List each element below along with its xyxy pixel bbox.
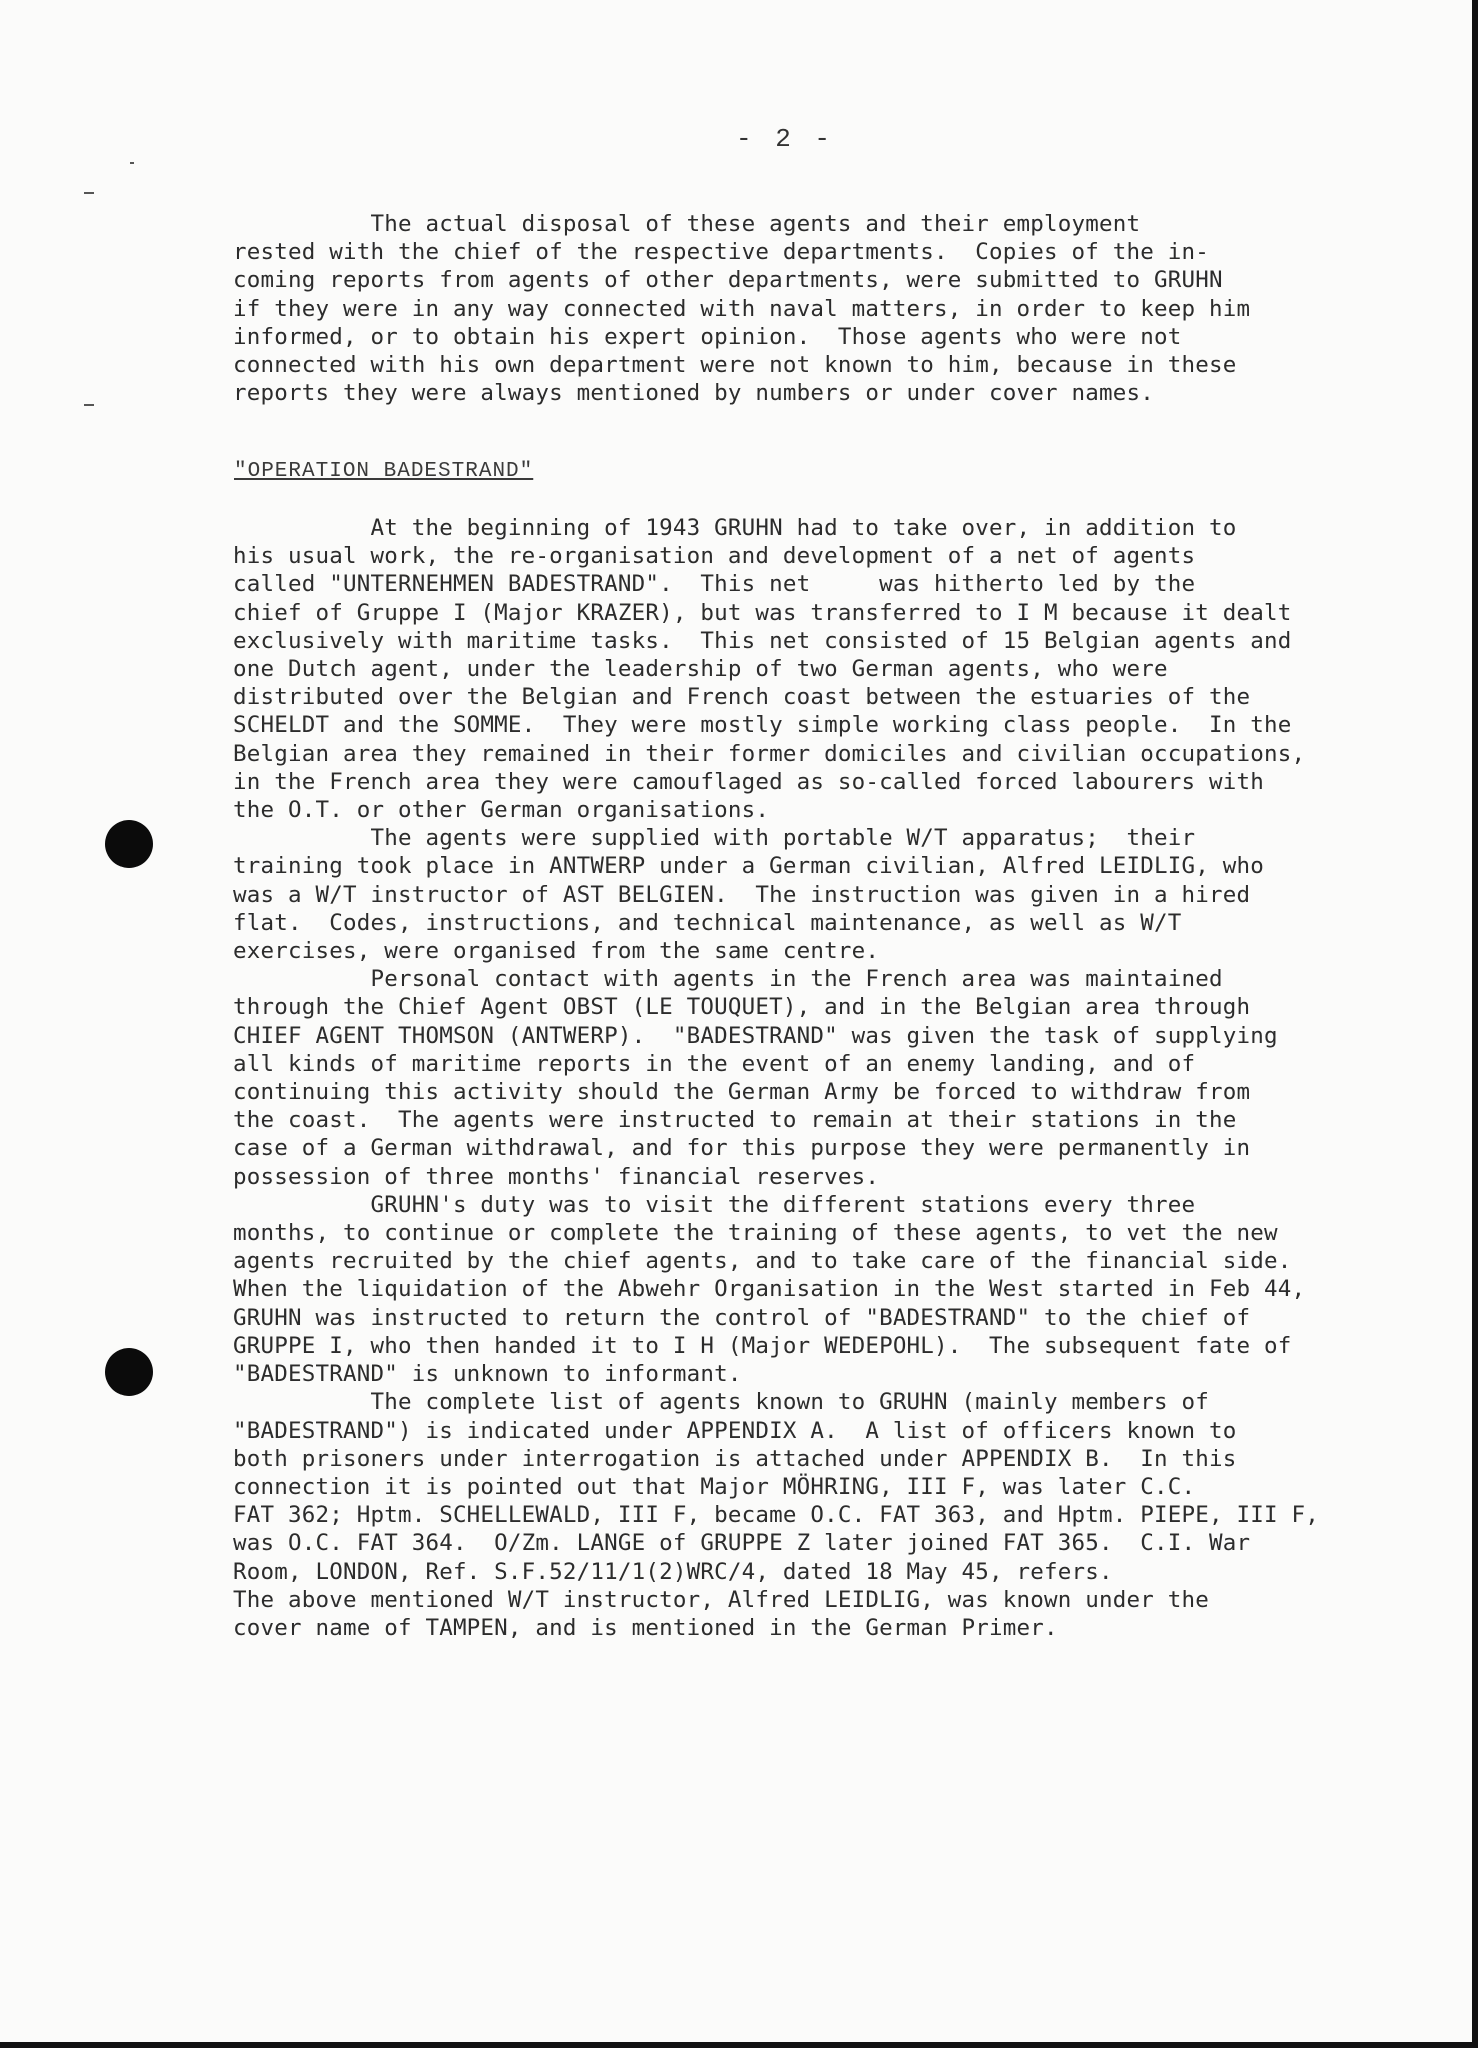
text-line: called "UNTERNEHMEN BADESTRAND". This net was hitherto led by the [233,571,1196,598]
text-line: At the beginning of 1943 GRUHN had to take over, in addition to [233,515,1237,541]
text-line: one Dutch agent, under the leadership of two German agents, who were [233,656,1168,683]
text-line: flat. Codes, instructions, and technical maintenance, as well as W/T [233,909,1182,936]
text-line: GRUHN was instructed to return the control of "BADESTRAND" to the chief of [233,1304,1251,1331]
punch-hole [105,820,153,868]
text-line: Belgian area they remained in their former domiciles and civilian occupations, [233,740,1306,767]
punch-hole [105,1348,153,1396]
text-line: training took place in ANTWERP under a German civilian, Alfred LEIDLIG, who [233,853,1264,880]
text-line: "BADESTRAND" is unknown to informant. [233,1361,742,1388]
text-line: coming reports from agents of other departments, were submitted to GRUHN [233,267,1223,294]
text-line: Room, LONDON, Ref. S.F.52/11/1(2)WRC/4, dated 18 May 45, refers. [233,1558,1113,1585]
margin-mark [84,404,94,406]
text-line: all kinds of maritime reports in the event of an enemy landing, and of [233,1050,1196,1077]
text-line: agents recruited by the chief agents, and to take care of the financial side. [233,1248,1292,1275]
text-line: The above mentioned W/T instructor, Alfred LEIDLIG, was known under the [233,1586,1209,1613]
page-number: - 2 - [736,124,835,154]
text-line: in the French area they were camouflaged as so-called forced labourers with [233,768,1264,795]
body-paragraph [233,210,1250,407]
body-paragraph [233,514,1319,1642]
text-line: his usual work, the re-organisation and development of a net of agents [233,543,1196,570]
text-line: both prisoners under interrogation is attached under APPENDIX B. In this [233,1445,1237,1472]
text-line: The agents were supplied with portable W/T apparatus; their [233,825,1196,852]
text-line: possession of three months' financial reserves. [233,1163,880,1190]
margin-mark [84,192,94,194]
text-line: connected with his own department were not known to him, because in these [233,352,1237,379]
text-line: GRUPPE I, who then handed it to I H (Major WEDEPOHL). The subsequent fate of [233,1332,1292,1359]
text-line: the coast. The agents were instructed to remain at their stations in the [233,1107,1237,1134]
text-line: was a W/T instructor of AST BELGIEN. The instruction was given in a hired [233,881,1251,908]
section-heading: "OPERATION BADESTRAND" [234,460,534,483]
text-line: When the liquidation of the Abwehr Organisation in the West started in Feb 44, [233,1276,1306,1303]
text-line: if they were in any way connected with naval matters, in order to keep him [233,295,1251,322]
text-line: rested with the chief of the respective departments. Copies of the in- [233,239,1209,266]
text-line: Personal contact with agents in the French area was maintained [233,966,1223,993]
text-line: exercises, were organised from the same centre. [233,938,880,965]
text-line: reports they were always mentioned by numbers or under cover names. [233,380,1154,407]
text-line: was O.C. FAT 364. O/Zm. LANGE of GRUPPE Z later joined FAT 365. C.I. War [233,1530,1251,1557]
text-line: through the Chief Agent OBST (LE TOUQUET), and in the Belgian area through [233,994,1251,1021]
text-line: months, to continue or complete the training of these agents, to vet the new [233,1220,1278,1247]
text-line: SCHELDT and the SOMME. They were mostly simple working class people. In the [233,712,1292,739]
text-line: The complete list of agents known to GRUHN (mainly members of [233,1389,1209,1416]
text-line: FAT 362; Hptm. SCHELLEWALD, III F, became O.C. FAT 363, and Hptm. PIEPE, III F, [233,1502,1319,1529]
text-line: "BADESTRAND") is indicated under APPENDIX A. A list of officers known to [233,1417,1237,1444]
text-line: The actual disposal of these agents and their employment [233,211,1141,237]
text-line: continuing this activity should the German Army be forced to withdraw from [233,1079,1251,1106]
text-line: the O.T. or other German organisations. [233,797,770,824]
margin-mark [130,162,134,164]
text-line: CHIEF AGENT THOMSON (ANTWERP). "BADESTRAND" was given the task of supplying [233,1022,1278,1049]
text-line: distributed over the Belgian and French coast between the estuaries of the [233,684,1251,711]
text-line: case of a German withdrawal, and for this purpose they were permanently in [233,1135,1251,1162]
text-line: exclusively with maritime tasks. This net consisted of 15 Belgian agents and [233,627,1292,654]
text-line: GRUHN's duty was to visit the different stations every three [233,1191,1196,1218]
text-line: chief of Gruppe I (Major KRAZER), but was transferred to I M because it dealt [233,599,1292,626]
text-line: informed, or to obtain his expert opinion. Those agents who were not [233,323,1182,350]
text-line: connection it is pointed out that Major MÖHRING, III F, was later C.C. [233,1473,1196,1500]
text-line: cover name of TAMPEN, and is mentioned in the German Primer. [233,1614,1058,1641]
